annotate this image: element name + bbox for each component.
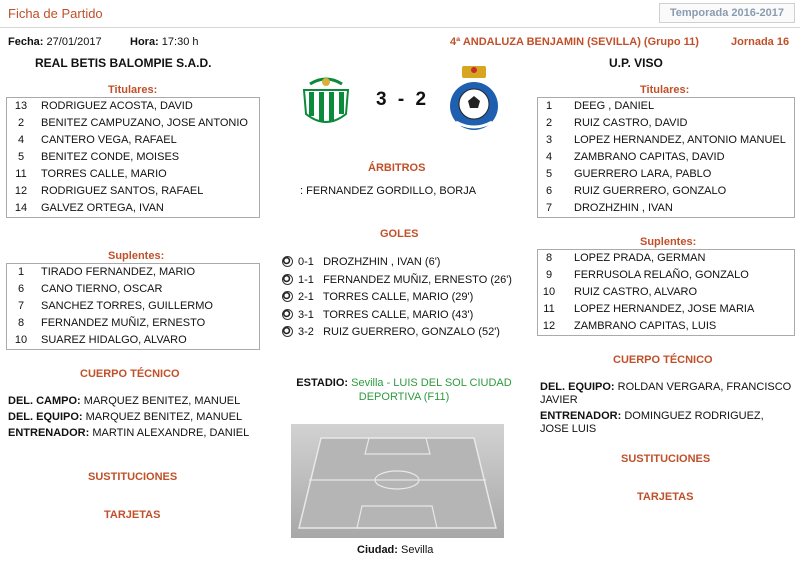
goal-scorer: DROZHZHIN , IVAN (6') (323, 256, 441, 268)
player-name[interactable]: FERNANDEZ MUÑIZ, ERNESTO (41, 317, 206, 329)
player-name[interactable]: ZAMBRANO CAPITAS, LUIS (574, 320, 717, 332)
player-name[interactable]: RUIZ CASTRO, DAVID (574, 117, 688, 129)
arbitros-label: ÁRBITROS (368, 162, 426, 174)
player-name[interactable]: RUIZ CASTRO, ALVARO (574, 286, 698, 298)
player-number: 11 (543, 303, 555, 315)
goal-score: 1-1 (298, 273, 314, 286)
home-team-name: REAL BETIS BALOMPIE S.A.D. (35, 56, 212, 70)
player-name[interactable]: TORRES CALLE, MARIO (41, 168, 167, 180)
city-value: Sevilla (401, 544, 434, 556)
player-name[interactable]: DROZHZHIN , IVAN (574, 202, 673, 214)
staff-name: DOMINGUEZ RODRIGUEZ, JOSE LUIS (540, 410, 764, 435)
player-name[interactable]: LOPEZ HERNANDEZ, ANTONIO MANUEL (574, 134, 786, 146)
player-name[interactable]: RODRIGUEZ SANTOS, RAFAEL (41, 185, 204, 197)
time-label: Hora: (130, 36, 159, 48)
goal-score: 0-1 (298, 256, 314, 268)
player-name[interactable]: GALVEZ ORTEGA, IVAN (41, 202, 164, 214)
away-staff (540, 381, 795, 439)
away-score: 2 (415, 89, 427, 110)
player-row (7, 166, 259, 183)
player-row (538, 318, 794, 335)
home-sustituciones-label: SUSTITUCIONES (88, 471, 178, 483)
home-suplentes-label: Suplentes: (108, 250, 165, 262)
staff-line (8, 427, 263, 440)
player-number: 7 (17, 300, 25, 312)
player-number: 6 (545, 185, 553, 197)
away-suplentes-label: Suplentes: (640, 236, 697, 248)
player-name[interactable]: TIRADO FERNANDEZ, MARIO (41, 266, 196, 278)
player-number: 9 (545, 269, 553, 281)
player-number: 14 (14, 202, 28, 214)
goal-row (282, 254, 440, 271)
player-number: 13 (14, 100, 28, 112)
scoreboard (376, 89, 426, 111)
goles-label: GOLES (380, 228, 419, 240)
player-row (7, 200, 259, 217)
goal-score: 3-1 (298, 308, 314, 321)
player-name[interactable]: LOPEZ PRADA, GERMAN (574, 252, 706, 264)
staff-role: ENTRENADOR: (8, 427, 90, 439)
soccer-ball-icon (282, 274, 293, 285)
score-separator: - (397, 89, 405, 110)
player-number: 5 (545, 168, 553, 180)
player-row (7, 298, 259, 315)
player-number: 10 (542, 286, 556, 298)
player-row (7, 183, 259, 200)
home-titulares-list (6, 97, 260, 218)
player-row (7, 264, 259, 281)
date-value: 27/01/2017 (46, 36, 102, 48)
player-name[interactable]: FERRUSOLA RELAÑO, GONZALO (574, 269, 749, 281)
goal-row (282, 307, 473, 324)
staff-role: ENTRENADOR: (540, 410, 622, 422)
player-row (538, 98, 794, 115)
player-row (7, 281, 259, 298)
match-time (130, 36, 199, 48)
player-name[interactable]: BENITEZ CONDE, MOISES (41, 151, 180, 163)
player-row (538, 200, 794, 217)
stadium-name[interactable]: Sevilla - LUIS DEL SOL CIUDAD DEPORTIVA (F11) (351, 377, 512, 403)
player-number: 12 (542, 320, 556, 332)
arbitro-name: : FERNANDEZ GORDILLO, BORJA (300, 185, 477, 197)
player-name[interactable]: SANCHEZ TORRES, GUILLERMO (41, 300, 213, 312)
player-number: 11 (15, 168, 27, 180)
staff-name: MARTIN ALEXANDRE, DANIEL (92, 427, 250, 439)
player-number: 4 (545, 151, 553, 163)
stadium-label: ESTADIO: (296, 377, 349, 389)
staff-line (8, 395, 263, 408)
away-titulares-label: Titulares: (640, 84, 690, 96)
staff-role: DEL. CAMPO: (8, 395, 81, 407)
city-info (357, 544, 433, 556)
player-row (538, 267, 794, 284)
staff-name: MARQUEZ BENITEZ, MANUEL (83, 395, 241, 407)
away-sustituciones-label: SUSTITUCIONES (621, 453, 711, 465)
away-crest (446, 64, 502, 136)
staff-line (8, 411, 263, 424)
staff-role: DEL. EQUIPO: (8, 411, 83, 423)
goal-row (282, 324, 500, 341)
away-team-name: U.P. VISO (609, 56, 663, 70)
goal-row (282, 272, 512, 289)
player-number: 4 (17, 134, 25, 146)
player-name[interactable]: RODRIGUEZ ACOSTA, DAVID (41, 100, 193, 112)
jornada: Jornada 16 (731, 36, 790, 48)
staff-role: DEL. EQUIPO: (540, 381, 615, 393)
goal-score: 2-1 (298, 291, 314, 303)
player-row (7, 315, 259, 332)
goal-score: 3-2 (298, 326, 314, 338)
player-row (538, 250, 794, 267)
player-name[interactable]: GUERRERO LARA, PABLO (574, 168, 712, 180)
player-number: 8 (17, 317, 25, 329)
player-name[interactable]: BENITEZ CAMPUZANO, JOSE ANTONIO (41, 117, 248, 129)
player-name[interactable]: CANO TIERNO, OSCAR (41, 283, 163, 295)
page-title: Ficha de Partido (8, 6, 103, 21)
player-row (538, 149, 794, 166)
staff-name: ROLDAN VERGARA, FRANCISCO JAVIER (540, 381, 792, 406)
player-name[interactable]: RUIZ GUERRERO, GONZALO (574, 185, 727, 197)
soccer-ball-icon (282, 326, 293, 337)
away-titulares-list (537, 97, 795, 218)
player-row (7, 149, 259, 166)
goal-scorer: TORRES CALLE, MARIO (43') (322, 308, 474, 321)
player-row (538, 132, 794, 149)
home-score: 3 (376, 89, 387, 110)
stadium-pitch-image (291, 424, 504, 538)
player-row (538, 301, 794, 318)
soccer-ball-icon (282, 291, 293, 302)
staff-line (540, 410, 795, 436)
player-name[interactable]: CANTERO VEGA, RAFAEL (41, 134, 177, 146)
player-number: 2 (545, 117, 553, 129)
away-tarjetas-label: TARJETAS (637, 491, 694, 503)
player-row (7, 332, 259, 349)
player-row (7, 98, 259, 115)
player-name[interactable]: LOPEZ HERNANDEZ, JOSE MARIA (574, 303, 755, 315)
city-label: Ciudad: (357, 544, 398, 556)
player-number: 2 (17, 117, 25, 129)
betis-crest-icon (300, 74, 352, 130)
home-cuerpo-label: CUERPO TÉCNICO (80, 368, 180, 380)
match-date (8, 36, 102, 48)
staff-line (540, 381, 795, 407)
stadium-info (284, 376, 524, 404)
player-number: 10 (14, 334, 28, 346)
home-suplentes-list (6, 263, 260, 350)
player-number: 3 (545, 134, 553, 146)
home-titulares-label: Titulares: (108, 84, 158, 96)
away-cuerpo-label: CUERPO TÉCNICO (613, 354, 713, 366)
goal-scorer: RUIZ GUERRERO, GONZALO (52') (323, 326, 500, 338)
player-row (538, 284, 794, 301)
home-tarjetas-label: TARJETAS (104, 509, 161, 521)
player-number: 1 (545, 100, 553, 112)
player-name[interactable]: DEEG , DANIEL (574, 100, 655, 112)
home-crest (300, 74, 352, 130)
player-number: 7 (545, 202, 553, 214)
season-badge[interactable]: Temporada 2016-2017 (659, 3, 795, 23)
player-name[interactable]: ZAMBRANO CAPITAS, DAVID (574, 151, 725, 163)
player-row (7, 132, 259, 149)
player-number: 8 (545, 252, 553, 264)
soccer-ball-icon (282, 309, 293, 320)
player-number: 5 (17, 151, 25, 163)
player-number: 6 (17, 283, 25, 295)
player-name[interactable]: SUAREZ HIDALGO, ALVARO (41, 334, 187, 346)
date-label: Fecha: (8, 36, 44, 48)
player-number: 12 (14, 185, 28, 197)
player-row (538, 166, 794, 183)
goal-scorer: FERNANDEZ MUÑIZ, ERNESTO (26') (323, 273, 512, 286)
staff-name: MARQUEZ BENITEZ, MANUEL (85, 411, 243, 423)
pitch-icon (291, 424, 504, 538)
competition-name: 4ª ANDALUZA BENJAMIN (SEVILLA) (Grupo 11) (450, 36, 699, 48)
soccer-ball-icon (282, 256, 293, 267)
goal-scorer: TORRES CALLE, MARIO (29') (322, 291, 474, 303)
goal-row (282, 289, 473, 306)
time-value: 17:30 h (161, 36, 199, 48)
player-row (538, 183, 794, 200)
viso-crest-icon (446, 64, 502, 136)
player-row (538, 115, 794, 132)
player-row (7, 115, 259, 132)
player-number: 1 (17, 266, 25, 278)
away-suplentes-list (537, 249, 795, 336)
top-bar (0, 0, 800, 28)
home-staff (8, 395, 263, 443)
